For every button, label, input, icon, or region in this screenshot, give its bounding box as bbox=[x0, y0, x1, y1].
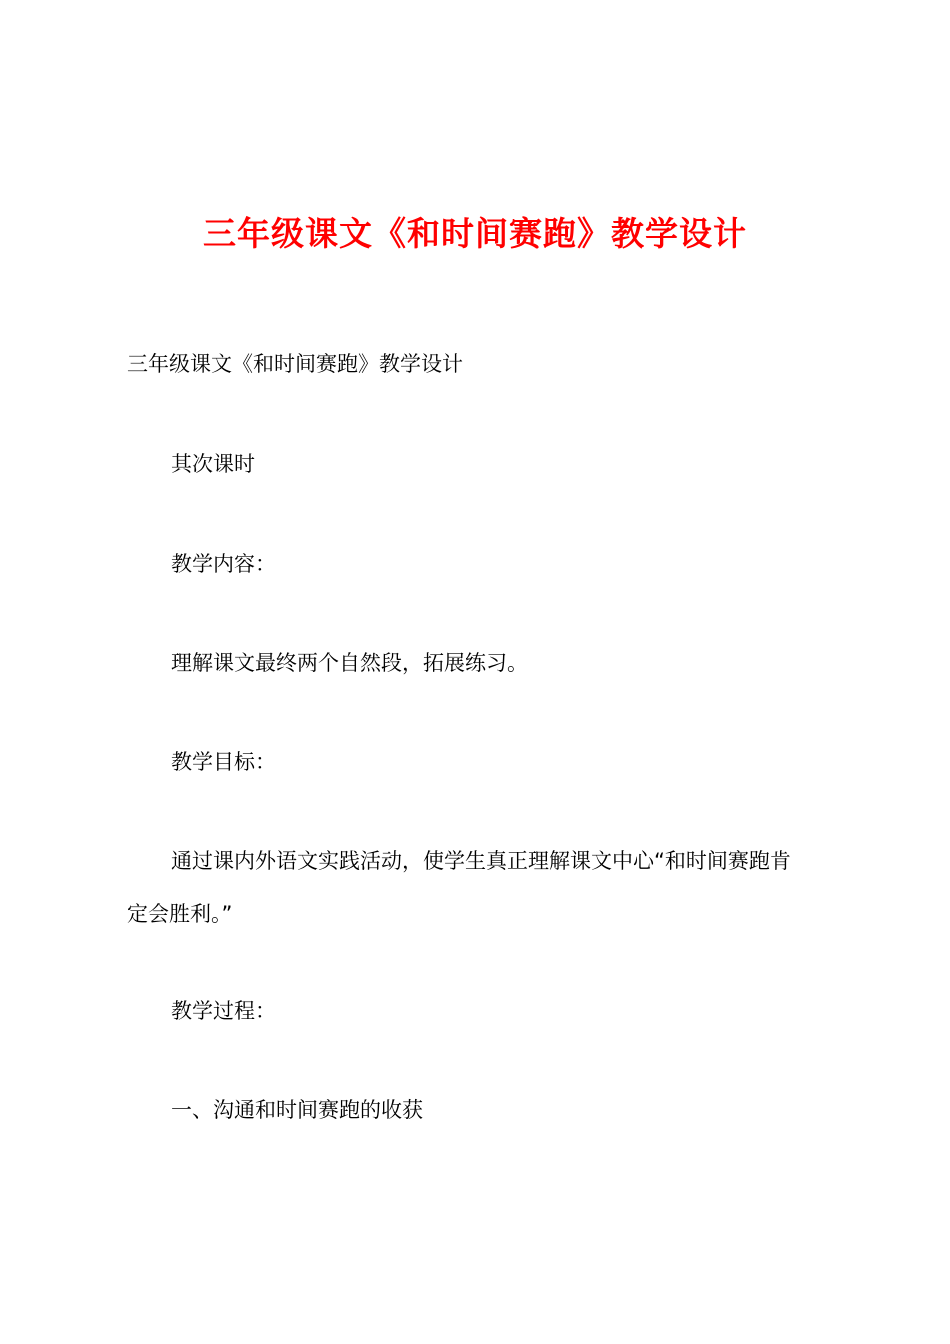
lesson-label: 其次课时 bbox=[171, 452, 255, 476]
objective-heading: 教学目标： bbox=[171, 750, 276, 774]
content-text: 理解课文最终两个自然段，拓展练习。 bbox=[171, 651, 528, 675]
process-heading: 教学过程： bbox=[171, 999, 276, 1023]
document-subtitle: 三年级课文《和时间赛跑》教学设计 bbox=[127, 352, 463, 376]
process-step-1: 一、沟通和时间赛跑的收获 bbox=[171, 1098, 423, 1122]
document-title: 三年级课文《和时间赛跑》教学设计 bbox=[203, 214, 747, 253]
content-heading: 教学内容： bbox=[171, 552, 276, 576]
objective-text-line2: 定会胜利。” bbox=[127, 902, 233, 926]
objective-text-line1: 通过课内外语文实践活动，使学生真正理解课文中心“和时间赛跑肯 bbox=[171, 849, 791, 873]
